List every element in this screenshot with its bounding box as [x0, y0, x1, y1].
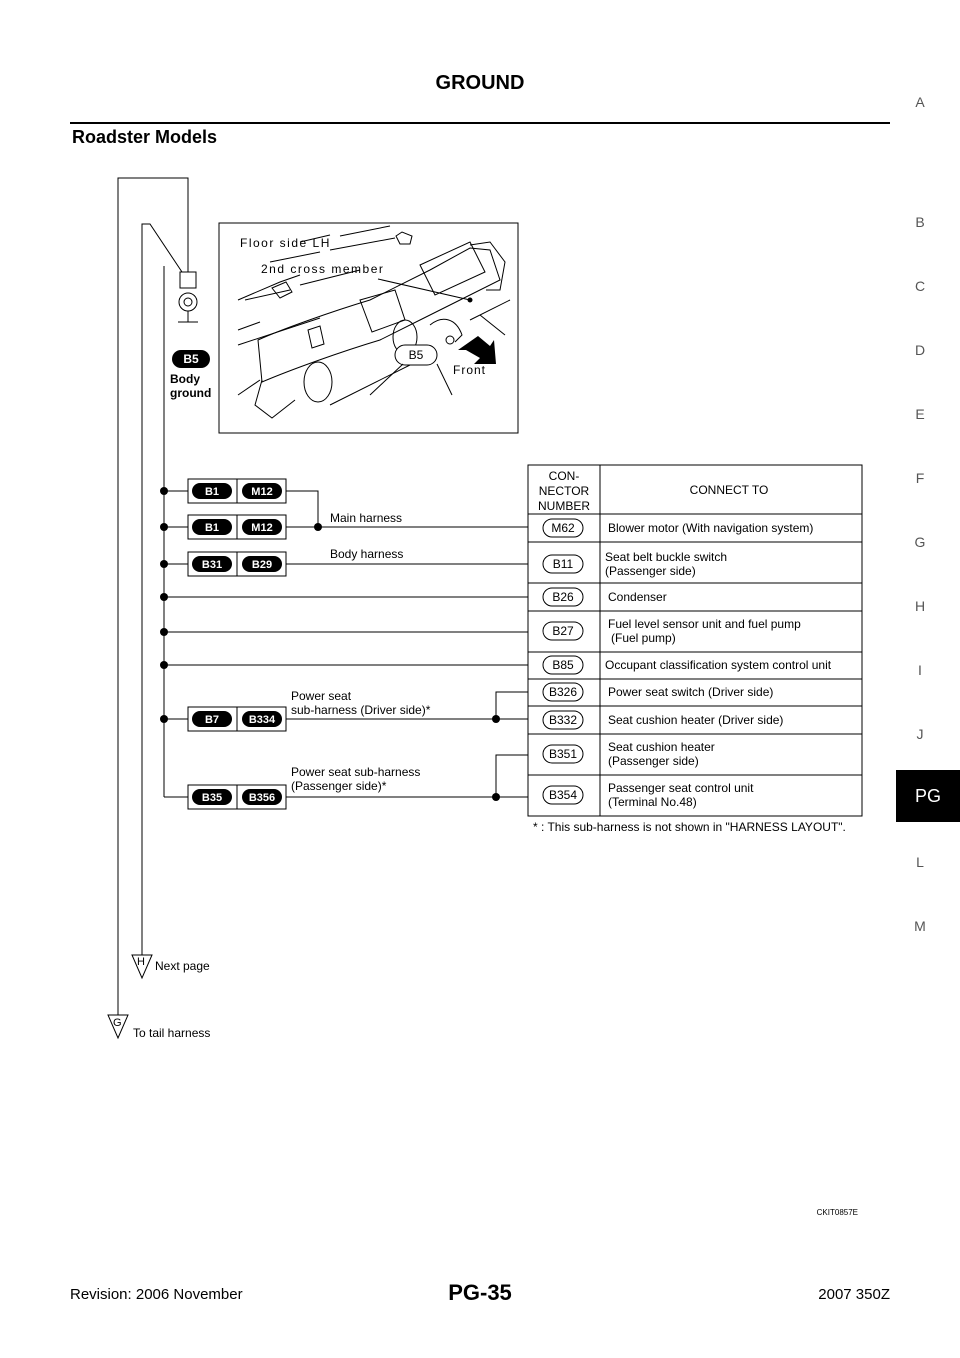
row-desc: Blower motor (With navigation system) [608, 521, 814, 535]
index-h[interactable]: H [914, 598, 926, 614]
ps-driver-label-1: Power seat [291, 689, 352, 703]
footer-model: 2007 350Z [818, 1286, 890, 1303]
connector-code: B356 [248, 792, 276, 804]
inset-front-label: Front [453, 363, 487, 377]
ps-pass-label-2: (Passenger side)* [291, 779, 387, 793]
page-title: GROUND [435, 72, 525, 94]
row-code: B332 [548, 713, 578, 727]
index-i[interactable]: I [918, 662, 922, 678]
connector-block-3 [188, 552, 286, 576]
row-code: M62 [551, 521, 575, 535]
ground-terminal [180, 272, 196, 288]
index-j[interactable]: J [916, 726, 924, 742]
index-m[interactable]: M [914, 918, 926, 934]
row-code: B354 [548, 788, 578, 802]
harness-line-h [142, 224, 182, 955]
ps-pass-label-1: Power seat sub-harness [291, 765, 421, 779]
index-e[interactable]: E [915, 406, 925, 422]
row-desc: (Passenger side) [608, 754, 699, 768]
connector-code: M12 [251, 486, 273, 498]
front-arrow [458, 336, 496, 364]
figure-code: CKIT0857E [816, 1208, 858, 1217]
main-harness-label: Main harness [330, 511, 403, 525]
connector-code: B1 [204, 522, 220, 534]
connector-code: B334 [248, 714, 276, 726]
row-desc: (Passenger side) [605, 564, 696, 578]
index-c[interactable]: C [914, 278, 926, 294]
connector-code: M12 [251, 522, 273, 534]
row-desc: Seat cushion heater (Driver side) [608, 713, 784, 727]
row-code: B26 [552, 590, 574, 604]
index-f[interactable]: F [915, 470, 925, 486]
wire-b326 [496, 692, 528, 719]
floor-illustration [238, 226, 510, 418]
row-code: B11 [552, 557, 574, 571]
row-code: B351 [548, 747, 578, 761]
row-desc: Power seat switch (Driver side) [608, 685, 774, 699]
table-header-col1-1: CON- [548, 469, 580, 483]
ground-badge-code: B5 [183, 352, 199, 366]
body-harness-label: Body harness [330, 547, 404, 561]
row-desc: Occupant classification system control unit [605, 658, 832, 672]
section-title: Roadster Models [72, 127, 218, 147]
index-l[interactable]: L [916, 854, 924, 870]
inset-connector-code: B5 [408, 348, 424, 362]
connector-code: B35 [201, 792, 223, 804]
row-desc: Seat cushion heater [608, 740, 715, 754]
table-header-col1-3: NUMBER [537, 499, 591, 513]
inset-floor-label: Floor side LH [240, 236, 331, 250]
connector-code: B29 [251, 559, 273, 571]
inset-frame [219, 223, 518, 433]
inset-member-label: 2nd cross member [261, 262, 385, 276]
table-header-col1-2: NECTOR [538, 484, 590, 498]
ground-eyelet [179, 293, 197, 311]
connector-code: B31 [201, 559, 223, 571]
row-desc: (Terminal No.48) [608, 795, 697, 809]
row-desc: (Fuel pump) [611, 631, 676, 645]
index-a[interactable]: A [915, 94, 925, 110]
row-desc: Passenger seat control unit [608, 781, 754, 795]
connector-block-4 [188, 707, 286, 731]
index-b[interactable]: B [915, 214, 925, 230]
row-code: B85 [552, 658, 574, 672]
row-desc: Fuel level sensor unit and fuel pump [608, 617, 801, 631]
wire-b351 [496, 755, 528, 797]
ground-label-2: ground [170, 386, 212, 400]
index-pg-tab[interactable]: PG [896, 770, 960, 822]
connector-block-2 [188, 515, 286, 539]
footer-revision: Revision: 2006 November [70, 1286, 243, 1303]
footer-page-number: PG-35 [448, 1280, 512, 1305]
offpage-h-letter: H [137, 956, 145, 968]
table-header-col2: CONNECT TO [689, 483, 769, 497]
ground-label-1: Body [170, 372, 200, 386]
connector-code: B1 [204, 486, 220, 498]
row-desc: Seat belt buckle switch [605, 550, 728, 564]
row-desc: Condenser [608, 590, 667, 604]
index-d[interactable]: D [914, 342, 926, 358]
row-code: B27 [552, 624, 574, 638]
offpage-g-letter: G [113, 1017, 122, 1029]
row-code: B326 [548, 685, 578, 699]
connector-block-5 [188, 785, 286, 809]
offpage-h-label: Next page [155, 959, 210, 973]
ps-driver-label-2: sub-harness (Driver side)* [291, 703, 431, 717]
connector-block-1 [188, 479, 286, 503]
connector-code: B7 [204, 714, 220, 726]
footnote: * : This sub-harness is not shown in "HARNESS LAYOUT". [533, 820, 846, 834]
offpage-g-label: To tail harness [133, 1026, 211, 1040]
index-g[interactable]: G [914, 534, 926, 550]
